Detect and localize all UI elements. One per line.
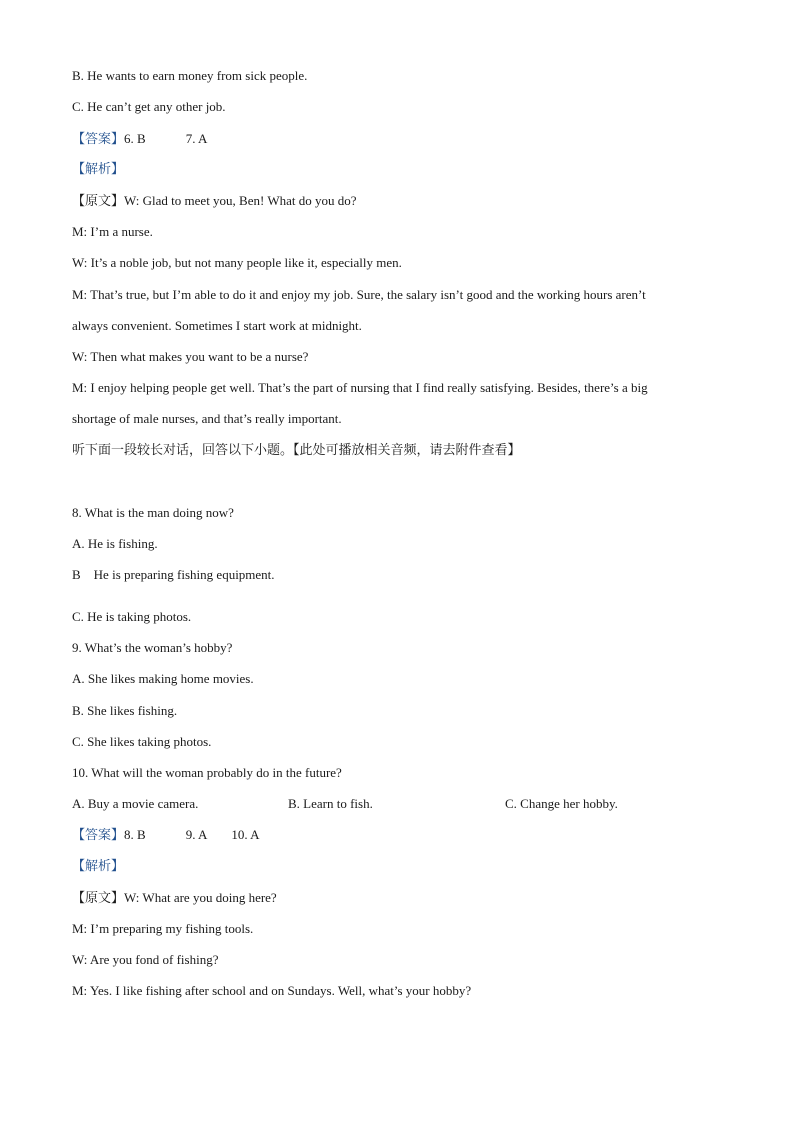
answer-8: 8. B — [124, 827, 146, 842]
transcript2-line-3: W: Are you fond of fishing? — [72, 952, 219, 967]
q9-option-a: A. She likes making home movies. — [72, 671, 254, 686]
answer-10: 10. A — [231, 827, 260, 842]
q8-stem: 8. What is the man doing now? — [72, 505, 234, 520]
transcript2-line-1: 【原文】W: What are you doing here? — [72, 890, 277, 906]
q10-option-c: C. Change her hobby. — [505, 796, 618, 811]
transcript-tag: 【原文】 — [72, 891, 125, 906]
transcript1-line-5: W: Then what makes you want to be a nurse? — [72, 349, 309, 364]
listening-instruction: 听下面一段较长对话，回答以下小题。【此处可播放相关音频，请去附件查看】 — [72, 443, 521, 458]
answer-line-1 — [72, 131, 207, 148]
answer-tag: 【答案】 — [72, 132, 125, 147]
analysis-tag-2: 【解析】 — [72, 859, 125, 874]
analysis-tag-1: 【解析】 — [72, 162, 125, 177]
q9-option-c: C. She likes taking photos. — [72, 734, 212, 749]
answer-6: 6. B — [124, 131, 146, 146]
q9-option-b: B. She likes fishing. — [72, 703, 178, 718]
transcript1-line-1: 【原文】W: Glad to meet you, Ben! What do you do? — [72, 193, 357, 209]
transcript1-line-6b: shortage of male nurses, and that’s really important. — [72, 411, 342, 426]
answer-9: 9. A — [185, 827, 208, 842]
transcript2-line-4: M: Yes. I like fishing after school and on Sundays. Well, what’s your hobby? — [72, 983, 472, 998]
q9-stem: 9. What’s the woman’s hobby? — [72, 640, 233, 655]
transcript-tag: 【原文】 — [72, 194, 125, 209]
q8-option-b: B He is preparing fishing equipment. — [72, 567, 275, 582]
q8-option-a: A. He is fishing. — [72, 536, 158, 551]
answer-7: 7. A — [185, 131, 208, 146]
q7-option-b: B. He wants to earn money from sick people. — [72, 68, 308, 83]
q7-option-c: C. He can’t get any other job. — [72, 99, 226, 114]
transcript1-line-6a: M: I enjoy helping people get well. That’s the part of nursing that I find really satisfying. Besides, there’s a big — [72, 380, 648, 395]
transcript1-line-2: M: I’m a nurse. — [72, 224, 153, 239]
transcript1-line-3: W: It’s a noble job, but not many people like it, especially men. — [72, 255, 402, 270]
transcript2-line-2: M: I’m preparing my fishing tools. — [72, 921, 254, 936]
q8-option-c: C. He is taking photos. — [72, 609, 192, 624]
transcript1-line-4b: always convenient. Sometimes I start work at midnight. — [72, 318, 362, 333]
answer-tag: 【答案】 — [72, 828, 125, 843]
transcript1-line-4a: M: That’s true, but I’m able to do it and enjoy my job. Sure, the salary isn’t good and the working hours aren’t — [72, 287, 646, 302]
q10-stem: 10. What will the woman probably do in the future? — [72, 765, 342, 780]
answer-line-2 — [72, 827, 260, 844]
q10-option-b: B. Learn to fish. — [288, 796, 373, 811]
q10-option-a: A. Buy a movie camera. — [72, 796, 199, 811]
